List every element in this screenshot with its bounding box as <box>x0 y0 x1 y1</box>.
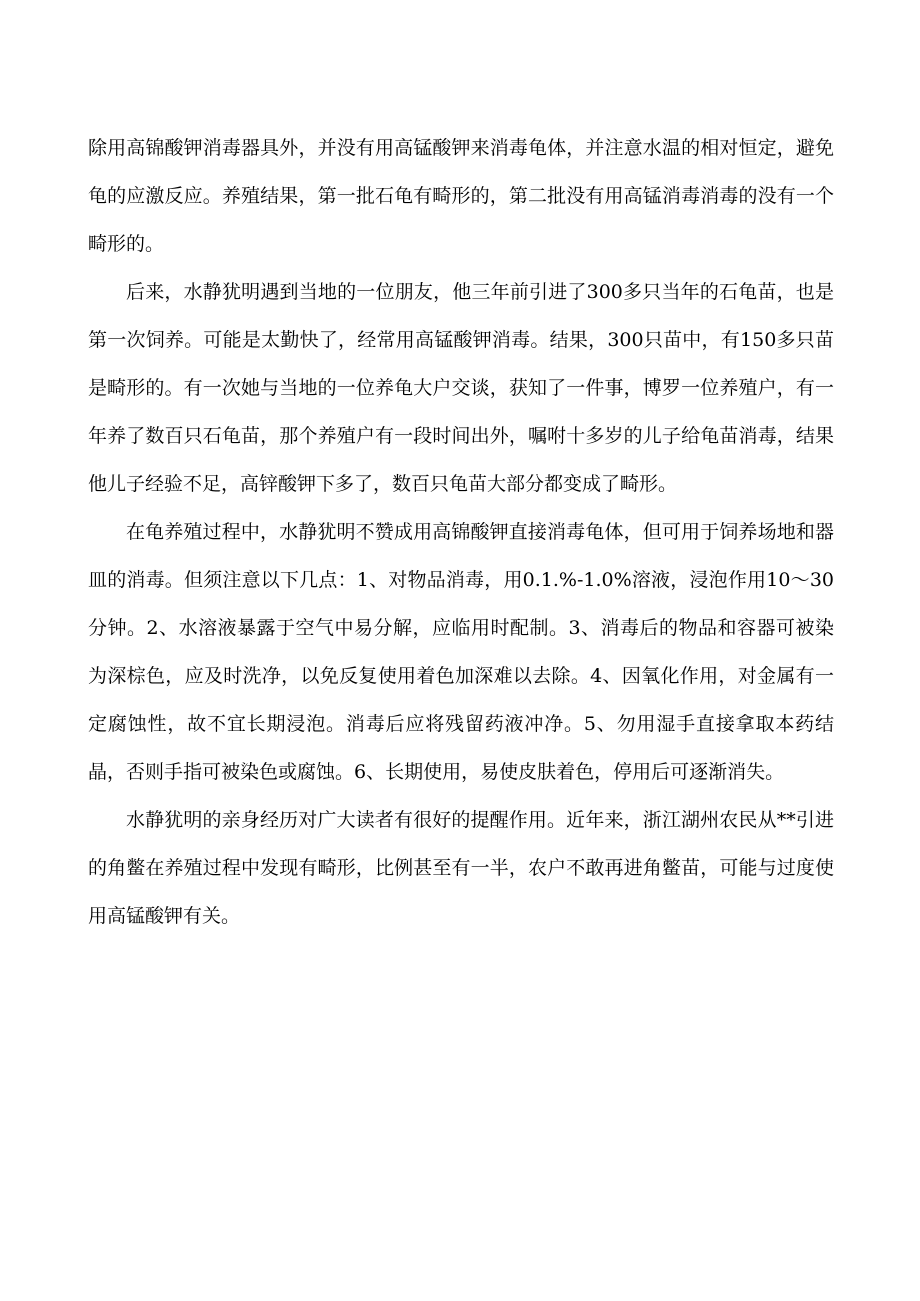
paragraph-1: 除用高锦酸钾消毒器具外，并没有用高锰酸钾来消毒龟体，并注意水温的相对恒定，避免龟的应激反应。养殖结果，第一批石龟有畸形的，第二批没有用高锰消毒消毒的没有一个畸形的。 <box>88 137 834 255</box>
paragraph-4: 水静犹明的亲身经历对广大读者有很好的提醒作用。近年来，浙江湖州农民从**引进的角鳖在养殖过程中发现有畸形，比例甚至有一半，农户不敢再进角鳖苗，可能与过度使用高锰酸钾有关。 <box>88 809 834 927</box>
paragraph-3: 在龟养殖过程中，水静犹明不赞成用高锦酸钾直接消毒龟体，但可用于饲养场地和器皿的消毒。但须注意以下几点：1、对物品消毒，用0.1.%-1.0%溶液，浸泡作用10～30分钟。2、水溶液暴露于空气中易分解，应临用时配制。3、消毒后的物品和容器可被染为深棕色，应及时洗净，以免反复使用着色加深难以去除。4、因氧化作用，对金属有一定腐蚀性，故不宜长期浸泡。消毒后应将残留药液冲净。5、勿用湿手直接拿取本药结晶，否则手指可被染色或腐蚀。6、长期使用，易使皮肤着色，停用后可逐渐消失。 <box>88 521 834 783</box>
paragraph-2: 后来，水静犹明遇到当地的一位朋友，他三年前引进了300多只当年的石龟苗，也是第一次饲养。可能是太勤快了，经常用高锰酸钾消毒。结果，300只苗中，有150多只苗是畸形的。有一次她与当地的一位养龟大户交谈，获知了一件事，博罗一位养殖户，有一年养了数百只石龟苗，那个养殖户有一段时间出外，嘱咐十多岁的儿子给龟苗消毒，结果他儿子经验不足，高锌酸钾下多了，数百只龟苗大部分都变成了畸形。 <box>88 281 834 495</box>
document-body <box>88 124 834 940</box>
